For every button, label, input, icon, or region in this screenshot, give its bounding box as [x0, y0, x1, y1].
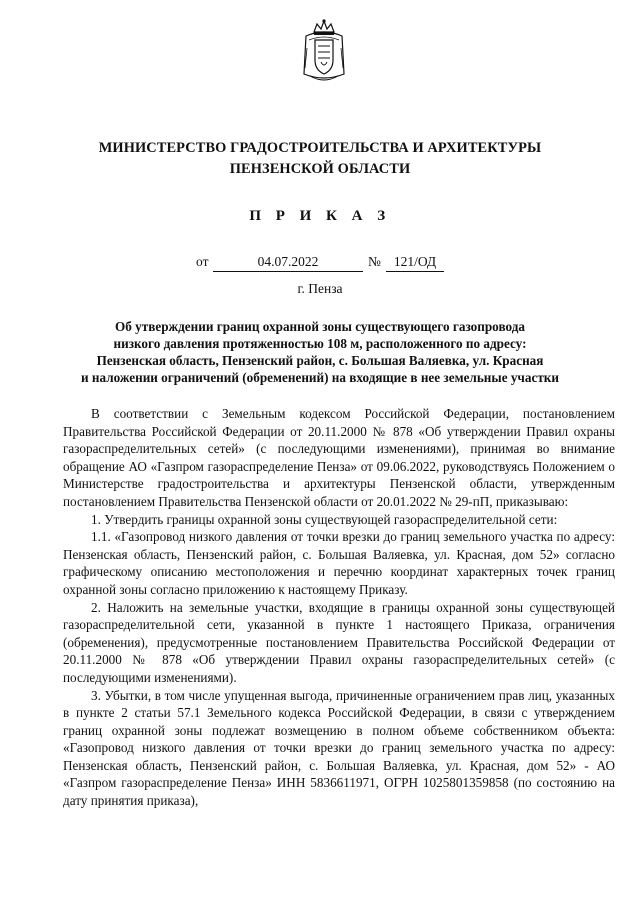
- order-title: П Р И К А З: [249, 208, 391, 224]
- order-subject: [56, 318, 584, 386]
- number-prefix: №: [368, 254, 381, 269]
- order-body: [63, 405, 615, 810]
- order-date: 04.07.2022: [213, 254, 363, 272]
- subject-line-2: низкого давления протяженностью 108 м, расположенного по адресу:: [113, 336, 527, 351]
- body-paragraph-item-3: 3. Убытки, в том числе упущенная выгода, причиненные ограничением прав лиц, указанных в пункте 2 статьи 57.1 Земельного кодекса Российской Федерации, в связи с утверждением границ охранной зоны подлежат возмещению в полном объеме собственником объекта: «Газопровод низкого давления от точки врезки до границ земельного участка по адресу: Пензенская область, Пензенский район, с. Большая Валяевка, ул. Красная, дом 52» - АО «Газпром газораспределение Пенза» ИНН 5836611971, ОГРН 1025801359858 (по состоянию на дату принятия приказа),: [63, 687, 615, 809]
- body-paragraph-item-1-1: 1.1. «Газопровод низкого давления от точки врезки до границ земельного участка по адресу: Пензенская область, Пензенский район, с. Большая Валяевка, ул. Красная, дом 52» согласно графическому описанию местоположения и перечню координат характерных точек границ охранной зоны согласно приложению к настоящему Приказу.: [63, 529, 615, 597]
- body-paragraph-preamble: В соответствии с Земельным кодексом Российской Федерации, постановлением Правительства Российской Федерации от 20.11.2000 № 878 «Об утверждении Правил охраны газораспределительных сетей» (с последующими изменениями), принимая во внимание обращение АО «Газпром газораспределение Пенза» от 09.06.2022, руководствуясь Положением о Министерстве градостроительства и архитектуры Пензенской области, утвержденным постановлением Правительства Пензенской области от 20.01.2022 № 29-пП, приказываю:: [63, 406, 615, 509]
- date-prefix: от: [196, 254, 209, 269]
- ministry-name: [60, 138, 580, 180]
- subject-line-3: Пензенская область, Пензенский район, с. Большая Валяевка, ул. Красная: [96, 353, 544, 368]
- order-city: г. Пенза: [297, 281, 343, 296]
- ministry-name-line-2: ПЕНЗЕНСКОЙ ОБЛАСТИ: [229, 161, 411, 177]
- ministry-name-line-1: МИНИСТЕРСТВО ГРАДОСТРОИТЕЛЬСТВА И АРХИТЕКТУРЫ: [98, 140, 542, 156]
- coat-of-arms-icon: [300, 18, 348, 84]
- subject-line-4: и наложении ограничений (обременений) на входящие в нее земельные участки: [80, 370, 559, 385]
- subject-line-1: Об утверждении границ охранной зоны существующего газопровода: [115, 319, 525, 334]
- body-paragraph-item-1: 1. Утвердить границы охранной зоны существующей газораспределительной сети:: [91, 511, 558, 527]
- order-number: 121/ОД: [386, 254, 444, 272]
- body-paragraph-item-2: 2. Наложить на земельные участки, входящие в границы охранной зоны существующей газораспределительной сети, указанной в пункте 1 настоящего Приказа, ограничения (обременения), предусмотренные постановлением Правительства Российской Федерации от 20.11.2000 № 878 «Об утверждении Правил охраны газораспределительных сетей» (с последующими изменениями).: [63, 599, 615, 685]
